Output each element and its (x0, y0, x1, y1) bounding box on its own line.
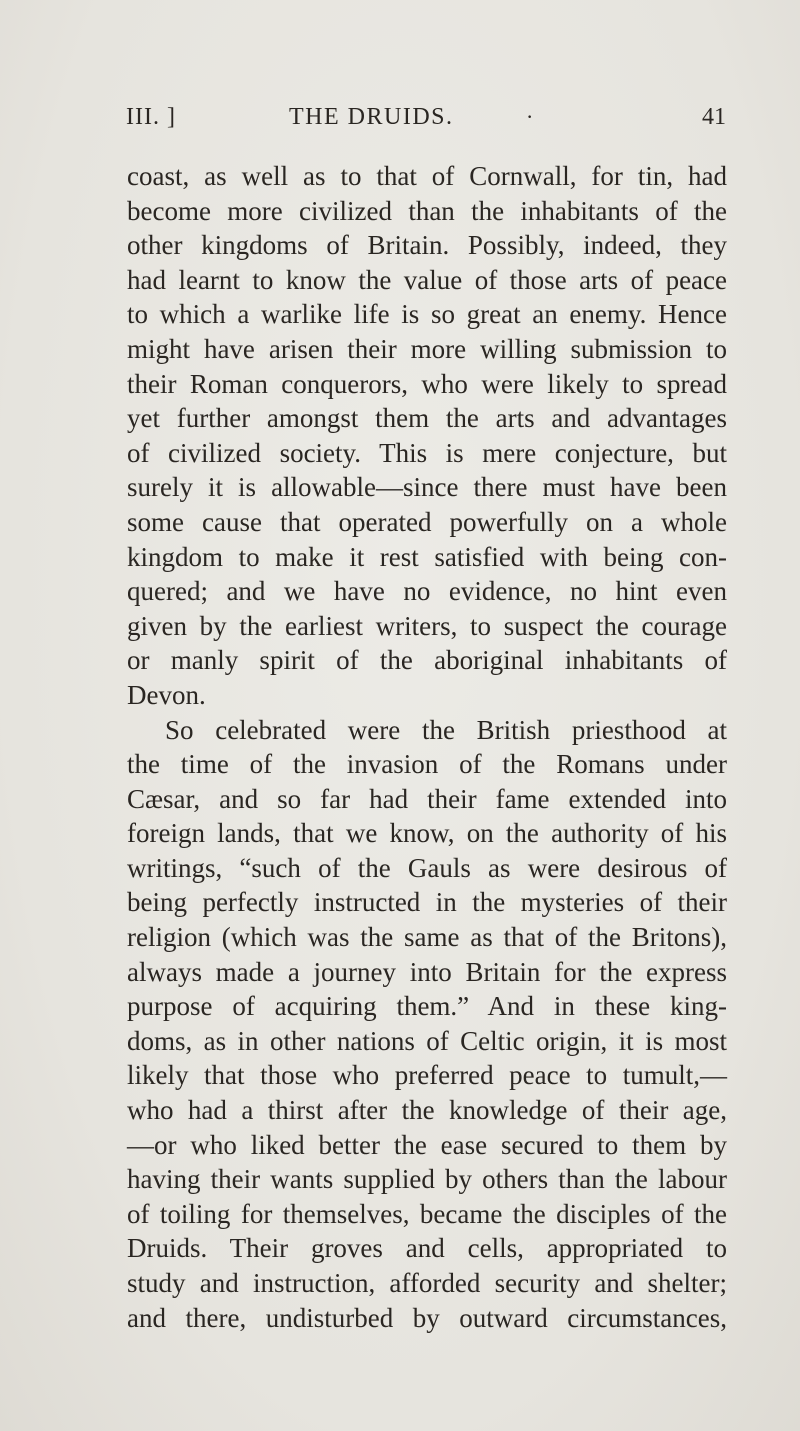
text-line: other kingdoms of Britain. Possibly, indeed, they (127, 230, 727, 261)
paragraph-end-line: Devon. (127, 679, 206, 710)
text-line: of toiling for themselves, became the disciples of the (127, 1198, 727, 1229)
text-line: become more civilized than the inhabitants of the (127, 195, 727, 226)
text-line: yet further amongst them the arts and advantages (127, 403, 727, 434)
text-line: writings, “such of the Gauls as were desirous of (127, 852, 727, 883)
text-line: surely it is allowable—since there must have been (127, 472, 727, 503)
text-line: had learnt to know the value of those arts of peace (127, 264, 727, 295)
text-line: study and instruction, afforded security and shelter; (127, 1268, 727, 1298)
text-line: the time of the invasion of the Romans under (127, 749, 727, 780)
text-line: Cæsar, and so far had their fame extended into (127, 783, 727, 814)
text-line: likely that those who preferred peace to tumult,— (127, 1060, 727, 1091)
text-line: to which a warlike life is so great an enemy. Hence (127, 299, 727, 330)
printer-mark: · (526, 104, 534, 129)
text-line: and there, undisturbed by outward circumstances, (127, 1302, 727, 1333)
text-line: or manly spirit of the aboriginal inhabitants of (127, 645, 727, 676)
text-line: of civilized society. This is mere conjecture, but (127, 437, 727, 468)
running-title: THE DRUIDS. (289, 104, 454, 130)
text-line: doms, as in other nations of Celtic origin, it is most (127, 1025, 727, 1056)
text-line: their Roman conquerors, who were likely to spread (127, 368, 727, 399)
running-head (126, 104, 726, 144)
text-line: religion (which was the same as that of the Britons), (127, 922, 727, 953)
text-line: —or who liked better the ease secured to them by (127, 1129, 727, 1160)
body-text (127, 159, 727, 1335)
text-line: always made a journey into Britain for the express (127, 956, 727, 987)
text-line: being perfectly instructed in the mysteries of their (127, 887, 727, 918)
text-line: having their wants supplied by others than the labour (127, 1164, 727, 1195)
text-line: coast, as well as to that of Cornwall, for tin, had (127, 161, 727, 191)
text-line: kingdom to make it rest satisfied with being con- (127, 541, 727, 572)
text-line: might have arisen their more willing submission to (127, 333, 727, 364)
page-number: 41 (702, 104, 726, 130)
chapter-number: III. ] (126, 104, 176, 130)
text-line: given by the earliest writers, to suspect the courage (127, 610, 727, 641)
text-line: purpose of acquiring them.” And in these king- (127, 991, 727, 1022)
paragraph-start-line: So celebrated were the British priesthood at (165, 714, 727, 745)
text-line: some cause that operated powerfully on a whole (127, 506, 727, 537)
text-line: quered; and we have no evidence, no hint even (127, 576, 727, 607)
text-line: foreign lands, that we know, on the authority of his (127, 818, 727, 849)
text-line: who had a thirst after the knowledge of their age, (127, 1095, 727, 1126)
text-line: Druids. Their groves and cells, appropriated to (127, 1233, 727, 1264)
